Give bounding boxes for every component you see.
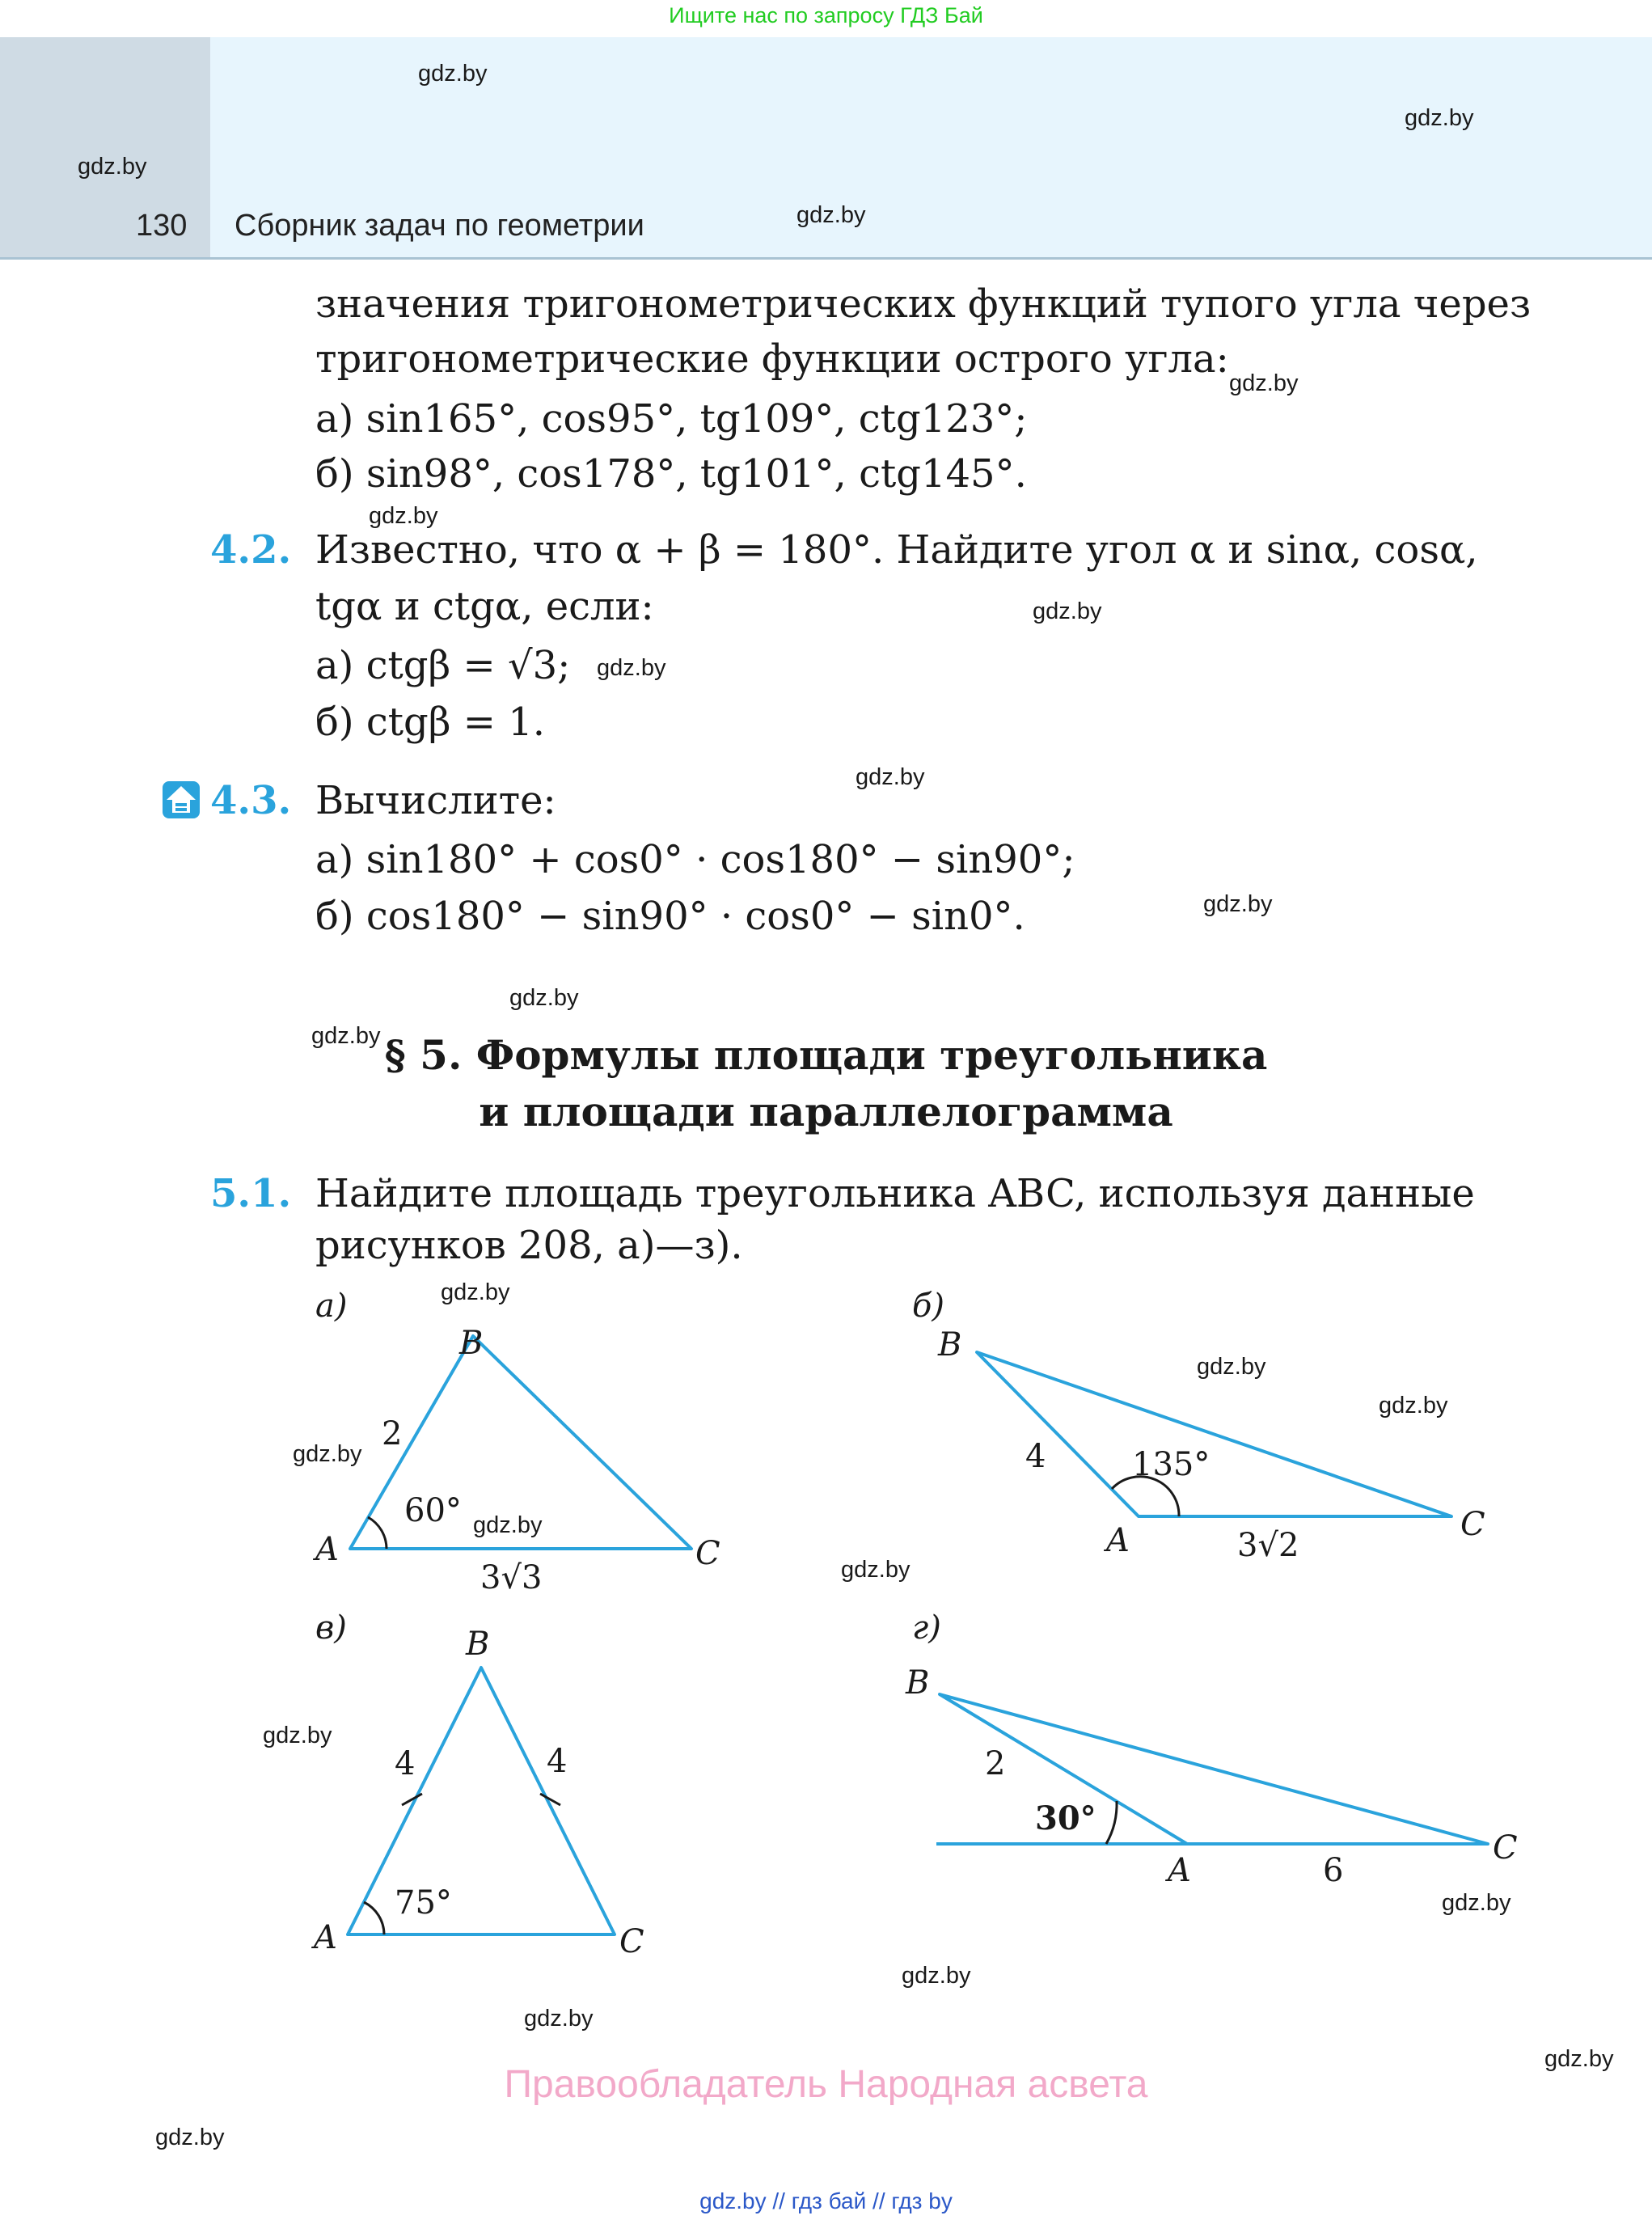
triangle-v — [348, 1668, 615, 1934]
task-4-2-line2: tgα и ctgα, если: — [315, 584, 654, 629]
figure-label-b: б) — [912, 1287, 945, 1325]
watermark: gdz.by — [441, 1279, 510, 1305]
task-4-3-item-a: а) sin180° + cos0° · cos180° − sin90°; — [315, 837, 1075, 882]
section-title-line1: § 5. Формулы площади треугольника — [384, 1031, 1268, 1079]
side-ac-g: 6 — [1323, 1852, 1344, 1889]
page-number: 130 — [136, 209, 188, 243]
figure-label-v: в) — [315, 1609, 347, 1647]
watermark: gdz.by — [1442, 1890, 1511, 1916]
task-4-1-line2: тригонометрические функции острого угла: — [315, 336, 1229, 382]
watermark: gdz.by — [1033, 598, 1102, 624]
task-4-3-number: 4.3. — [210, 778, 292, 823]
watermark: gdz.by — [856, 764, 925, 790]
task-4-3-line1: Вычислите: — [315, 778, 556, 823]
vertex-c-b: C — [1460, 1506, 1485, 1543]
watermark: gdz.by — [155, 2125, 225, 2150]
watermark: gdz.by — [597, 655, 666, 681]
watermark: gdz.by — [509, 985, 579, 1011]
task-4-1-line1: значения тригонометрических функций тупого угла через — [315, 281, 1532, 327]
watermark: gdz.by — [473, 1512, 543, 1538]
section-title-line2: и площади параллелограмма — [479, 1088, 1173, 1135]
footer-links[interactable]: gdz.by // гдз бай // гдз by — [699, 2188, 953, 2213]
side-ac-b: 3√2 — [1237, 1527, 1299, 1564]
task-5-1-number: 5.1. — [210, 1171, 292, 1216]
watermark: gdz.by — [78, 154, 147, 180]
watermark: gdz.by — [796, 202, 866, 228]
side-ab-b: 4 — [1025, 1438, 1046, 1475]
watermark: gdz.by — [902, 1963, 971, 1989]
watermark: gdz.by — [293, 1441, 362, 1467]
watermark: gdz.by — [263, 1723, 332, 1748]
task-5-1-line1: Найдите площадь треугольника ABC, используя данные — [315, 1171, 1475, 1216]
side-ab-v: 4 — [395, 1745, 416, 1782]
vertex-a-v: A — [314, 1919, 337, 1956]
task-4-2-line1: Известно, что α + β = 180°. Найдите угол α и sinα, cosα, — [315, 527, 1478, 573]
angle-a-v: 75° — [395, 1884, 452, 1922]
task-4-2-item-a: а) ctgβ = √3; — [315, 643, 571, 688]
watermark: gdz.by — [524, 2006, 594, 2032]
watermark: gdz.by — [1379, 1393, 1448, 1419]
figure-label-g: г) — [912, 1609, 941, 1647]
vertex-b-a: B — [459, 1325, 484, 1362]
top-banner[interactable]: Ищите нас по запросу ГДЗ Бай — [669, 3, 983, 27]
watermark: gdz.by — [311, 1023, 381, 1049]
vertex-b-v: B — [466, 1626, 490, 1663]
vertex-b-b: B — [938, 1326, 962, 1364]
triangle-g — [940, 1694, 1488, 1844]
angle-arc-a — [368, 1517, 387, 1549]
vertex-a-g: A — [1168, 1852, 1191, 1889]
task-5-1-line2: рисунков 208, а)—з). — [315, 1223, 743, 1268]
task-4-1-item-b: б) sin98°, cos178°, tg101°, ctg145°. — [315, 451, 1027, 497]
angle-a-g: 30° — [1035, 1799, 1096, 1837]
watermark: gdz.by — [1229, 370, 1299, 396]
vertex-c-a: C — [695, 1535, 720, 1572]
task-4-2-number: 4.2. — [210, 527, 292, 573]
watermark: gdz.by — [1203, 891, 1273, 917]
side-ab-g: 2 — [985, 1745, 1006, 1782]
watermark: gdz.by — [418, 61, 488, 87]
angle-arc-v — [364, 1902, 384, 1934]
vertex-c-v: C — [619, 1923, 644, 1960]
vertex-a-b: A — [1106, 1522, 1130, 1559]
triangle-b — [977, 1352, 1451, 1516]
task-4-3-item-b: б) cos180° − sin90° · cos0° − sin0°. — [315, 894, 1025, 939]
angle-arc-g — [1106, 1801, 1117, 1844]
figure-label-a: а) — [315, 1287, 348, 1325]
copyright-notice: Правообладатель Народная асвета — [504, 2063, 1148, 2106]
side-bc-v: 4 — [547, 1743, 568, 1780]
task-4-1-item-a: а) sin165°, cos95°, tg109°, ctg123°; — [315, 396, 1028, 442]
vertex-b-g: B — [906, 1664, 930, 1702]
watermark: gdz.by — [1197, 1354, 1266, 1380]
side-ac-a: 3√3 — [480, 1559, 543, 1596]
watermark: gdz.by — [1405, 105, 1474, 131]
angle-a-b: 135° — [1132, 1446, 1210, 1483]
book-title: Сборник задач по геометрии — [234, 209, 644, 243]
vertex-c-g: C — [1493, 1829, 1518, 1867]
watermark: gdz.by — [841, 1557, 911, 1583]
vertex-a-a: A — [315, 1531, 339, 1568]
watermark: gdz.by — [1544, 2046, 1614, 2072]
angle-a-a: 60° — [404, 1492, 462, 1529]
side-ab-a: 2 — [382, 1415, 403, 1452]
task-4-2-item-b: б) ctgβ = 1. — [315, 700, 546, 745]
watermark: gdz.by — [369, 503, 438, 529]
